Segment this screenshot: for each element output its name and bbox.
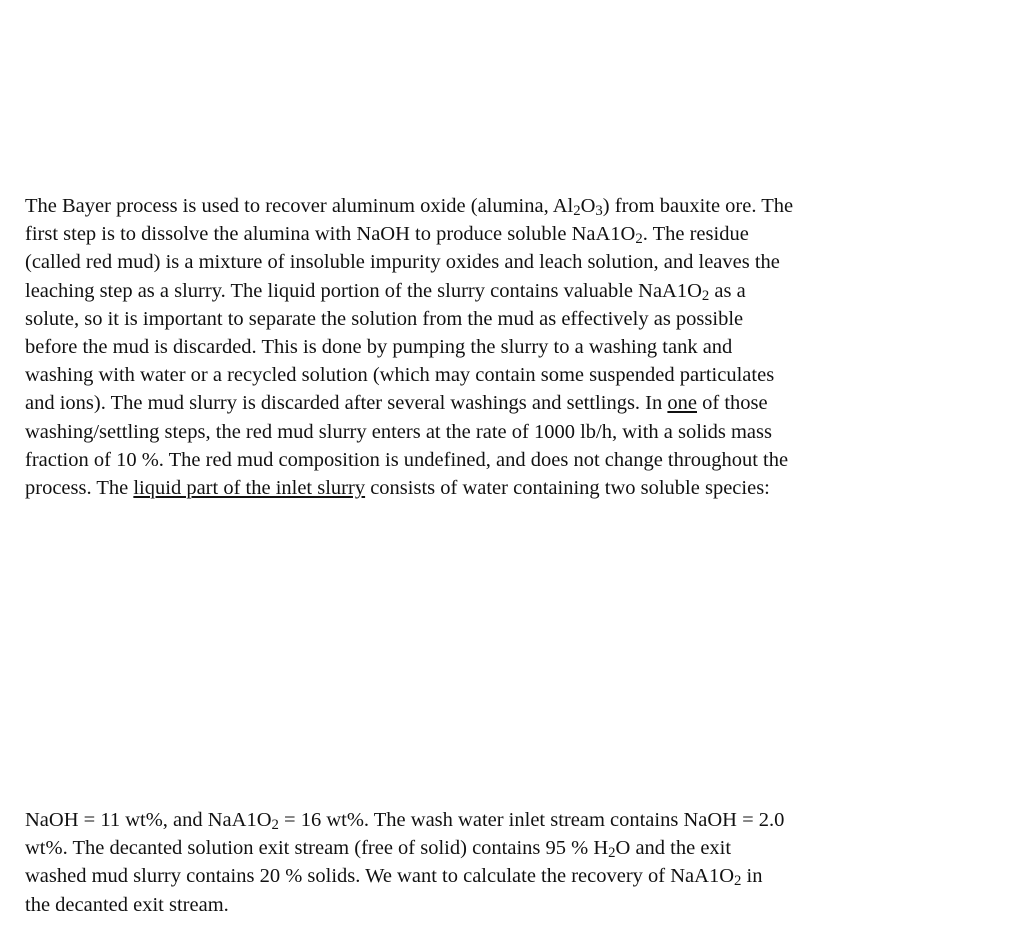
text-run: O <box>580 195 596 217</box>
text-line: fraction of 10 %. The red mud composition is undefined, and does not change throughout the <box>25 448 789 471</box>
subscript: 3 <box>595 203 603 220</box>
text-line <box>25 192 985 220</box>
text-run: of those <box>697 392 768 415</box>
text-run: washed mud slurry contains 20 % solids. We want to calculate the recovery of NaA1O <box>25 865 735 888</box>
text-line <box>25 389 985 417</box>
text-run: and ions). The mud slurry is discarded after several washings and settlings. In <box>25 392 668 415</box>
subscript: 2 <box>701 287 710 304</box>
text-run: = 16 wt%. The wash water inlet stream contains NaOH = 2.0 <box>278 809 785 831</box>
problem-paragraph-2 <box>25 806 985 919</box>
text-run: O and the exit <box>615 837 732 860</box>
underlined-text: liquid part of the inlet slurry <box>133 477 366 500</box>
text-run: consists of water containing two soluble species: <box>365 477 770 500</box>
subscript: 2 <box>608 845 616 862</box>
text-line: washing with water or a recycled solution (which may contain some suspended particulates <box>25 364 775 387</box>
text-line: the decanted exit stream. <box>25 893 229 916</box>
text-line <box>25 806 985 834</box>
subscript: 2 <box>734 873 742 890</box>
text-line <box>25 277 985 305</box>
text-line: (called red mud) is a mixture of insoluble impurity oxides and leach solution, and leaves the <box>25 251 780 274</box>
text-line <box>25 834 985 862</box>
text-run: first step is to dissolve the alumina with NaOH to produce soluble NaA1O <box>25 223 636 246</box>
text-line: before the mud is discarded. This is done by pumping the slurry to a washing tank and <box>25 336 733 359</box>
subscript: 2 <box>573 203 581 220</box>
text-line <box>25 474 985 502</box>
text-run: as a <box>709 279 746 302</box>
text-run: process. The <box>25 477 134 500</box>
problem-paragraph-1 <box>25 192 985 502</box>
text-line <box>25 862 985 890</box>
text-line: solute, so it is important to separate the solution from the mud as effectively as possible <box>25 307 744 330</box>
text-run: wt%. The decanted solution exit stream (free of solid) contains 95 % H <box>25 837 609 860</box>
text-line <box>25 220 985 248</box>
text-run: ) from bauxite ore. The <box>602 195 794 217</box>
subscript: 2 <box>635 231 643 248</box>
text-run: in <box>741 865 763 888</box>
text-run: leaching step as a slurry. The liquid portion of the slurry contains valuable NaA1O <box>25 279 702 302</box>
text-run: The Bayer process is used to recover aluminum oxide (alumina, Al <box>25 195 574 217</box>
text-run: NaOH = 11 wt%, and NaA1O <box>25 809 272 831</box>
text-run: . The residue <box>642 223 749 246</box>
text-line: washing/settling steps, the red mud slurry enters at the rate of 1000 lb/h, with a solids mass <box>25 420 772 443</box>
underlined-text: one <box>667 392 697 415</box>
subscript: 2 <box>271 817 279 834</box>
